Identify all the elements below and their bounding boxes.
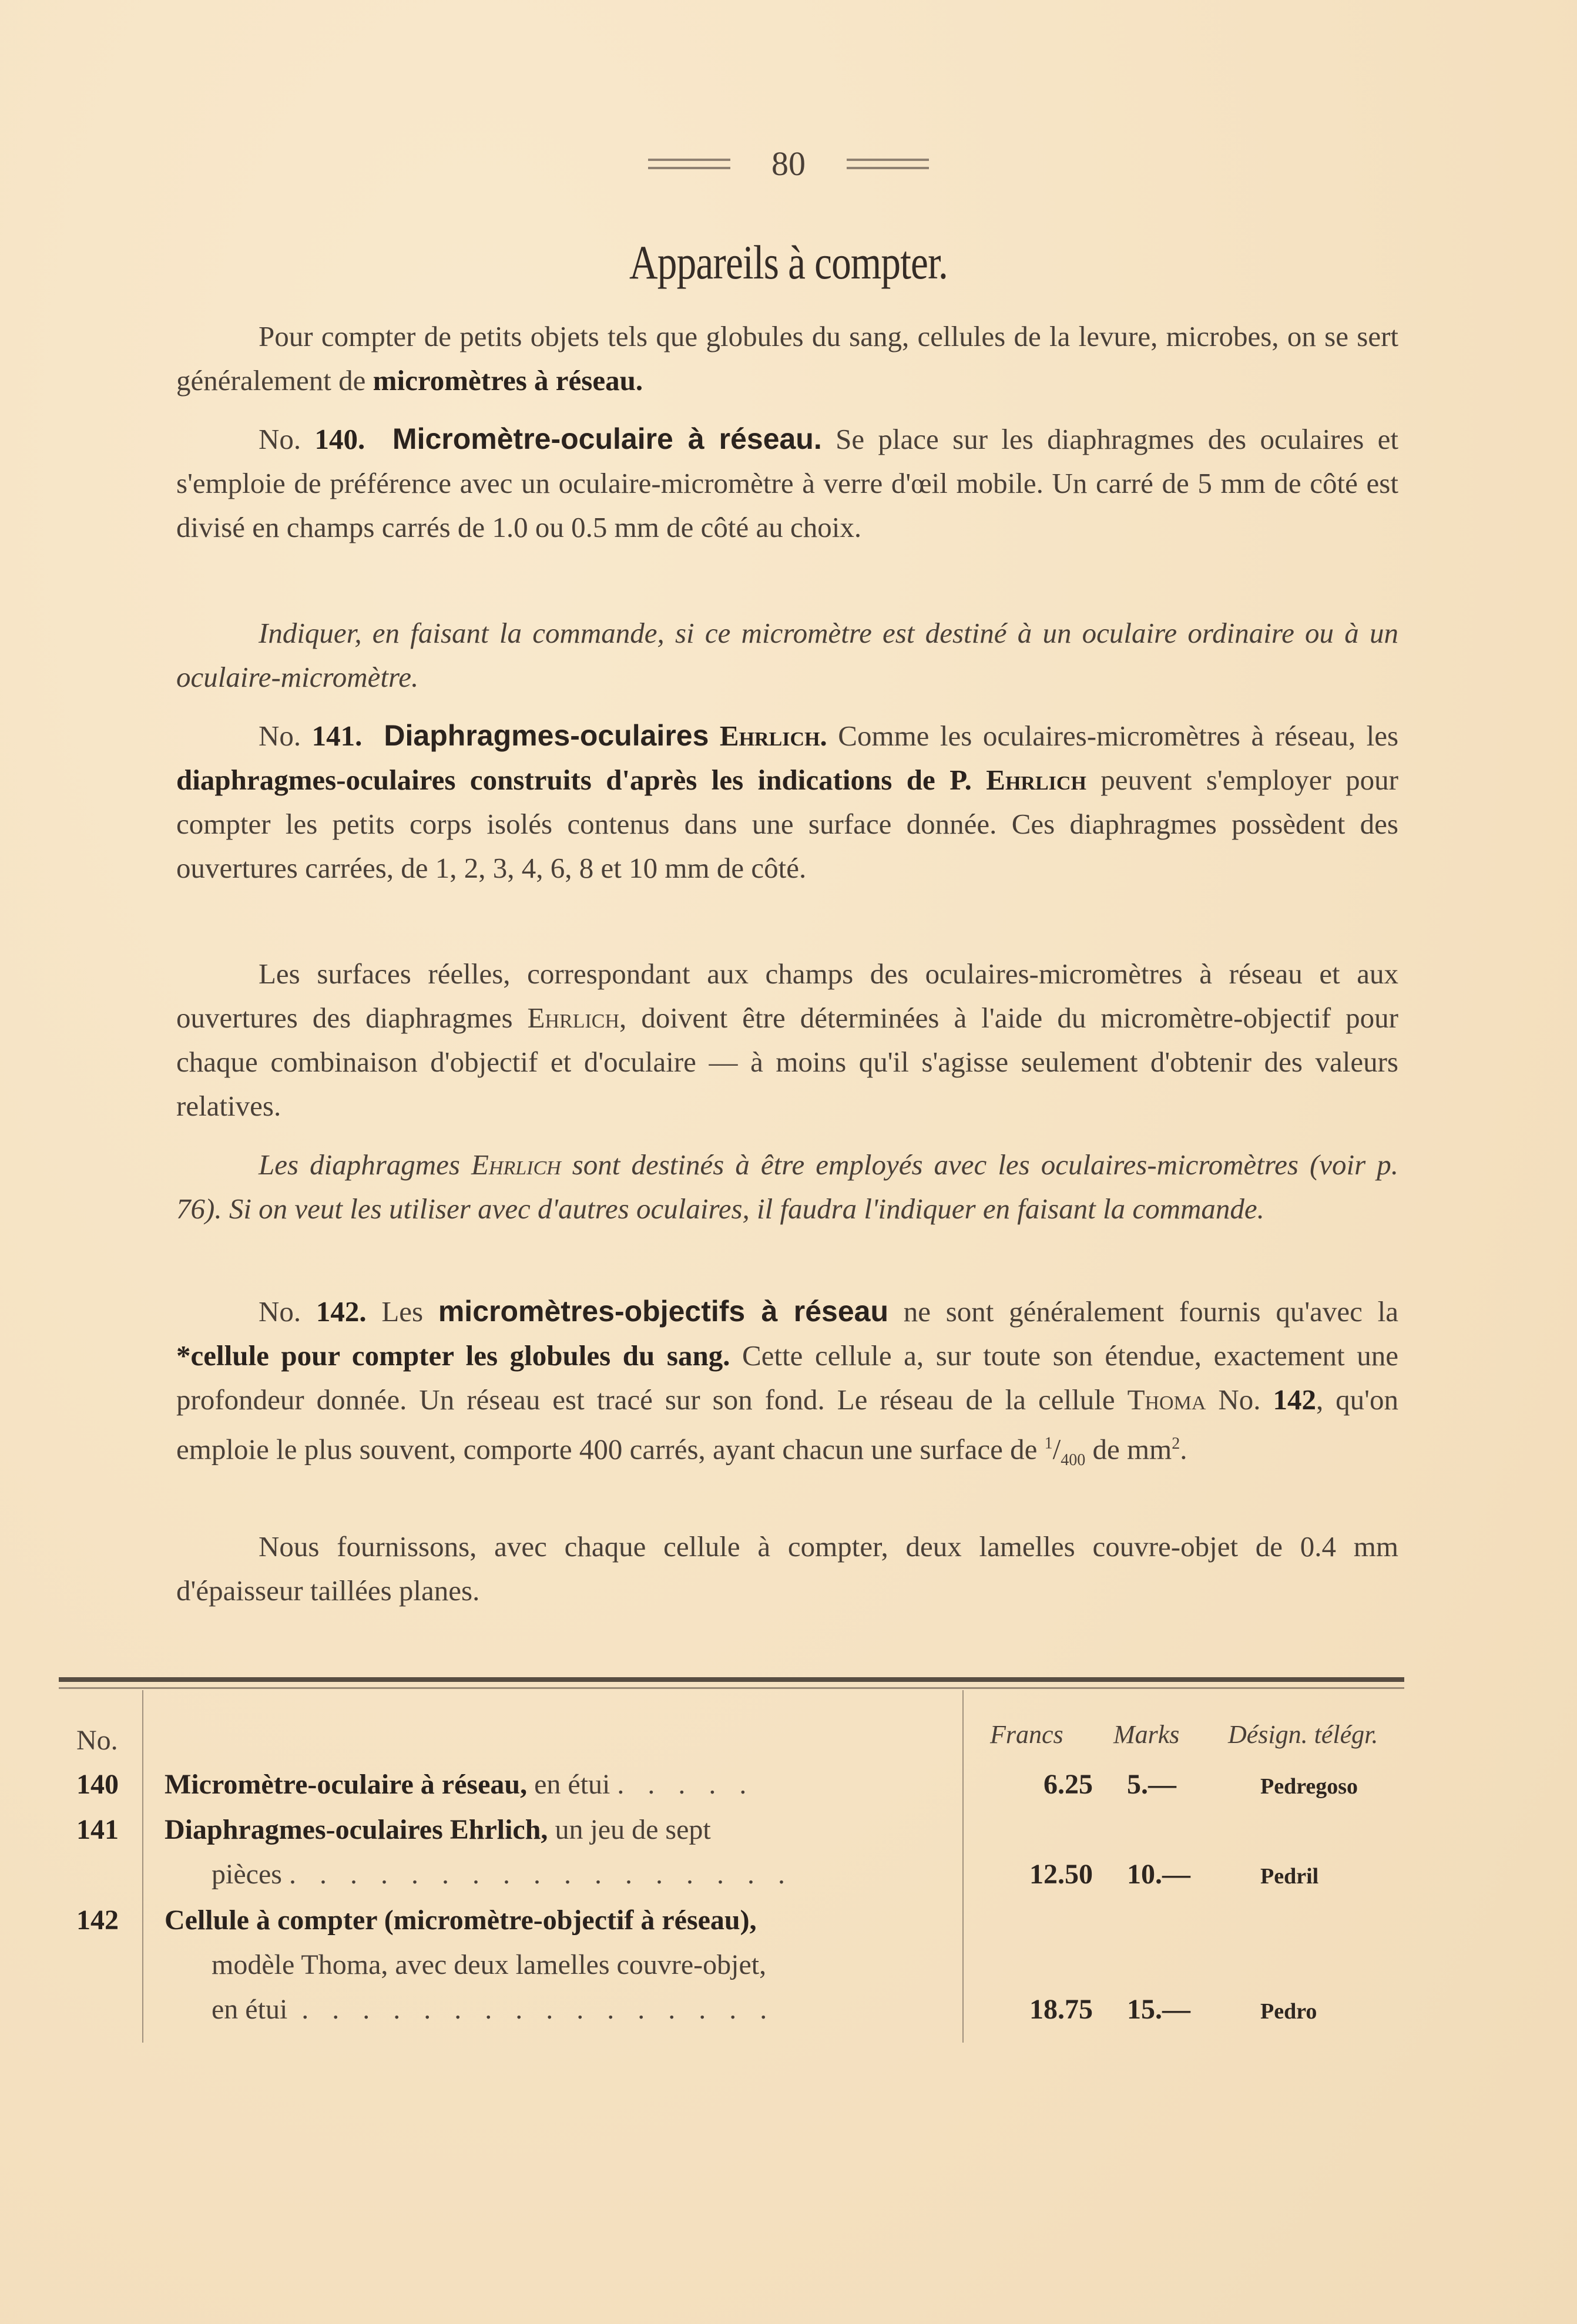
row-francs: 12.50 xyxy=(1029,1859,1093,1890)
item-142-heading: micromètres-objectifs à réseau xyxy=(438,1295,889,1328)
item-141-bold1: diaphragmes-oculaires construits d'après les indications de P. xyxy=(176,764,987,796)
item-142-bold1: *cellule pour compter les globules du sang. xyxy=(176,1339,730,1372)
item-142-text2: Cette cellule a, sur toute son étendue, exactement une profondeur donnée. Un réseau est tracé sur son fond. Le réseau de la cellule xyxy=(176,1339,1398,1416)
intro-bold: micromètres à réseau. xyxy=(373,364,643,397)
row-francs: 18.75 xyxy=(1029,1994,1093,2025)
row-no: 142 xyxy=(76,1905,119,1936)
row-description-line3 xyxy=(212,1987,999,2032)
item-140-no: 140. xyxy=(314,423,365,455)
item-141-para2-a: Les surfaces réelles, correspondant aux champs des oculaires-micromètres à réseau et aux ouvertures des diaphragmes xyxy=(176,958,1398,1034)
page-folio xyxy=(0,144,1577,183)
item-141-paragraph-2 xyxy=(176,952,1398,1128)
item-142-ref-no: 142 xyxy=(1273,1383,1316,1416)
header-francs: Francs xyxy=(990,1720,1063,1749)
row-telegraph: Pedregoso xyxy=(1260,1774,1358,1799)
item-141-note-name: Ehrlich xyxy=(471,1148,561,1181)
page-number: 80 xyxy=(771,145,806,183)
row-line2: pièces xyxy=(212,1859,282,1890)
item-142-text1: ne sont généralement fournis qu'avec la xyxy=(888,1295,1399,1328)
row-description-line2 xyxy=(212,1943,999,1987)
item-141-note-a: Les diaphragmes xyxy=(259,1148,471,1181)
row-rest: un jeu de sept xyxy=(548,1814,711,1845)
row-no: 141 xyxy=(76,1814,119,1845)
table-rule-thin xyxy=(59,1687,1404,1689)
item-142-text6: . xyxy=(1180,1433,1187,1466)
item-140-no-label: No. xyxy=(259,423,301,455)
item-142-paragraph-2 xyxy=(176,1524,1398,1613)
row-description xyxy=(165,1762,952,1807)
item-141-no-label: No. xyxy=(259,720,301,752)
fraction-denominator: 400 xyxy=(1061,1451,1086,1470)
header-marks: Marks xyxy=(1113,1720,1180,1749)
item-142-text3: No. xyxy=(1206,1383,1273,1416)
price-table xyxy=(59,1677,1404,2059)
row-lead: Micromètre-oculaire à réseau, xyxy=(165,1769,528,1800)
item-141-no: 141. xyxy=(311,720,363,752)
row-no: 140 xyxy=(76,1769,119,1800)
item-141-bold-name: Ehrlich xyxy=(986,764,1086,796)
item-140-note-text: Indiquer, en faisant la commande, si ce micromètre est destiné à un oculaire ordinaire ou à un oculaire-micromètre. xyxy=(176,617,1398,693)
item-141-text2: peuvent s'employer pour compter les petits corps isolés contenus dans une surface donnée. Ces diaphragmes possèdent des ouvertures carrées, de 1, 2, 3, 4, 6, 8 et 10 mm de côté. xyxy=(176,764,1399,884)
item-141-heading: Diaphragmes-oculaires xyxy=(384,719,709,752)
item-140-heading: Micromètre-oculaire à réseau. xyxy=(392,422,822,455)
row-marks: 15.— xyxy=(1127,1994,1190,2025)
superscript: 2 xyxy=(1172,1435,1180,1453)
folio-rule-left xyxy=(648,159,730,169)
item-140-paragraph xyxy=(176,417,1398,549)
item-141-para2-b: , doivent être déterminées à l'aide du micromètre-objectif pour chaque combinaison d'objectif et d'oculaire — à moins qu'il s'agisse seulement d'obtenir des valeurs relatives. xyxy=(176,1002,1398,1122)
row-description xyxy=(165,1898,952,1943)
intro-paragraph xyxy=(176,314,1398,402)
item-141-text1: Comme les oculaires-micromètres à réseau, les xyxy=(827,720,1399,752)
item-142-no: 142. xyxy=(316,1295,367,1328)
item-141-heading-name: Ehrlich. xyxy=(719,720,827,752)
header-no: No. xyxy=(76,1725,118,1756)
row-lead: Cellule à compter (micromètre-objectif à réseau), xyxy=(165,1905,757,1936)
leader-dots: . . . . . xyxy=(617,1769,755,1800)
item-141-note xyxy=(176,1143,1398,1231)
fraction-numerator: 1 xyxy=(1044,1435,1053,1453)
row-rest: en étui xyxy=(527,1769,610,1800)
row-telegraph: Pedril xyxy=(1260,1864,1319,1889)
item-142-text4: , qu'on emploie le plus souvent, comporte 400 carrés, ayant chacun une surface de xyxy=(176,1383,1398,1466)
leader-dots: . . . . . . . . . . . . . . . . xyxy=(301,1994,776,2025)
row-description-line2 xyxy=(212,1852,999,1897)
item-142-para2: Nous fournissons, avec chaque cellule à compter, deux lamelles couvre-objet de 0.4 mm d'épaisseur taillées planes. xyxy=(176,1530,1398,1607)
item-141-para2-name: Ehrlich xyxy=(527,1002,620,1034)
row-line2: modèle Thoma, avec deux lamelles couvre-objet, xyxy=(212,1949,767,1980)
header-telegraph: Désign. télégr. xyxy=(1228,1720,1378,1749)
row-francs: 6.25 xyxy=(1043,1769,1093,1800)
fraction: $^1/_{400}$ xyxy=(1044,1433,1086,1470)
item-142-paragraph xyxy=(176,1289,1398,1482)
item-141-note-b: sont destinés à être employés avec les oculaires-micromètres (voir p. 76). Si on veut les utiliser avec d'autres oculaires, il faudra l'indiquer en faisant la commande. xyxy=(176,1148,1398,1225)
section-title: Appareils à compter. xyxy=(629,236,948,289)
row-line3: en étui xyxy=(212,1994,288,2025)
table-rule-thick xyxy=(59,1677,1404,1682)
row-marks: 10.— xyxy=(1127,1859,1190,1890)
row-marks: 5.— xyxy=(1127,1769,1176,1800)
item-142-name: Thoma xyxy=(1127,1383,1206,1416)
item-140-note xyxy=(176,611,1398,699)
row-lead: Diaphragmes-oculaires Ehrlich, xyxy=(165,1814,548,1845)
intro-text: Pour compter de petits objets tels que globules du sang, cellules de la levure, microbes, on se sert généralement de xyxy=(176,320,1398,397)
item-141-paragraph xyxy=(176,714,1398,890)
row-telegraph: Pedro xyxy=(1260,1999,1317,2024)
folio-rule-right xyxy=(847,159,929,169)
item-142-text5: de mm xyxy=(1085,1433,1172,1466)
row-description xyxy=(165,1808,952,1852)
table-column-divider xyxy=(142,1690,143,2043)
item-142-text-pre: Les xyxy=(366,1295,438,1328)
item-140-text: Se place sur les diaphragmes des oculaires et s'emploie de préférence avec un oculaire-micromètre à verre d'œil mobile. Un carré de 5 mm de côté est divisé en champs carrés de 1.0 ou 0.5 mm de côté au choix. xyxy=(176,423,1399,543)
leader-dots: . . . . . . . . . . . . . . . . . xyxy=(288,1859,793,1890)
item-142-no-label: No. xyxy=(259,1295,301,1328)
